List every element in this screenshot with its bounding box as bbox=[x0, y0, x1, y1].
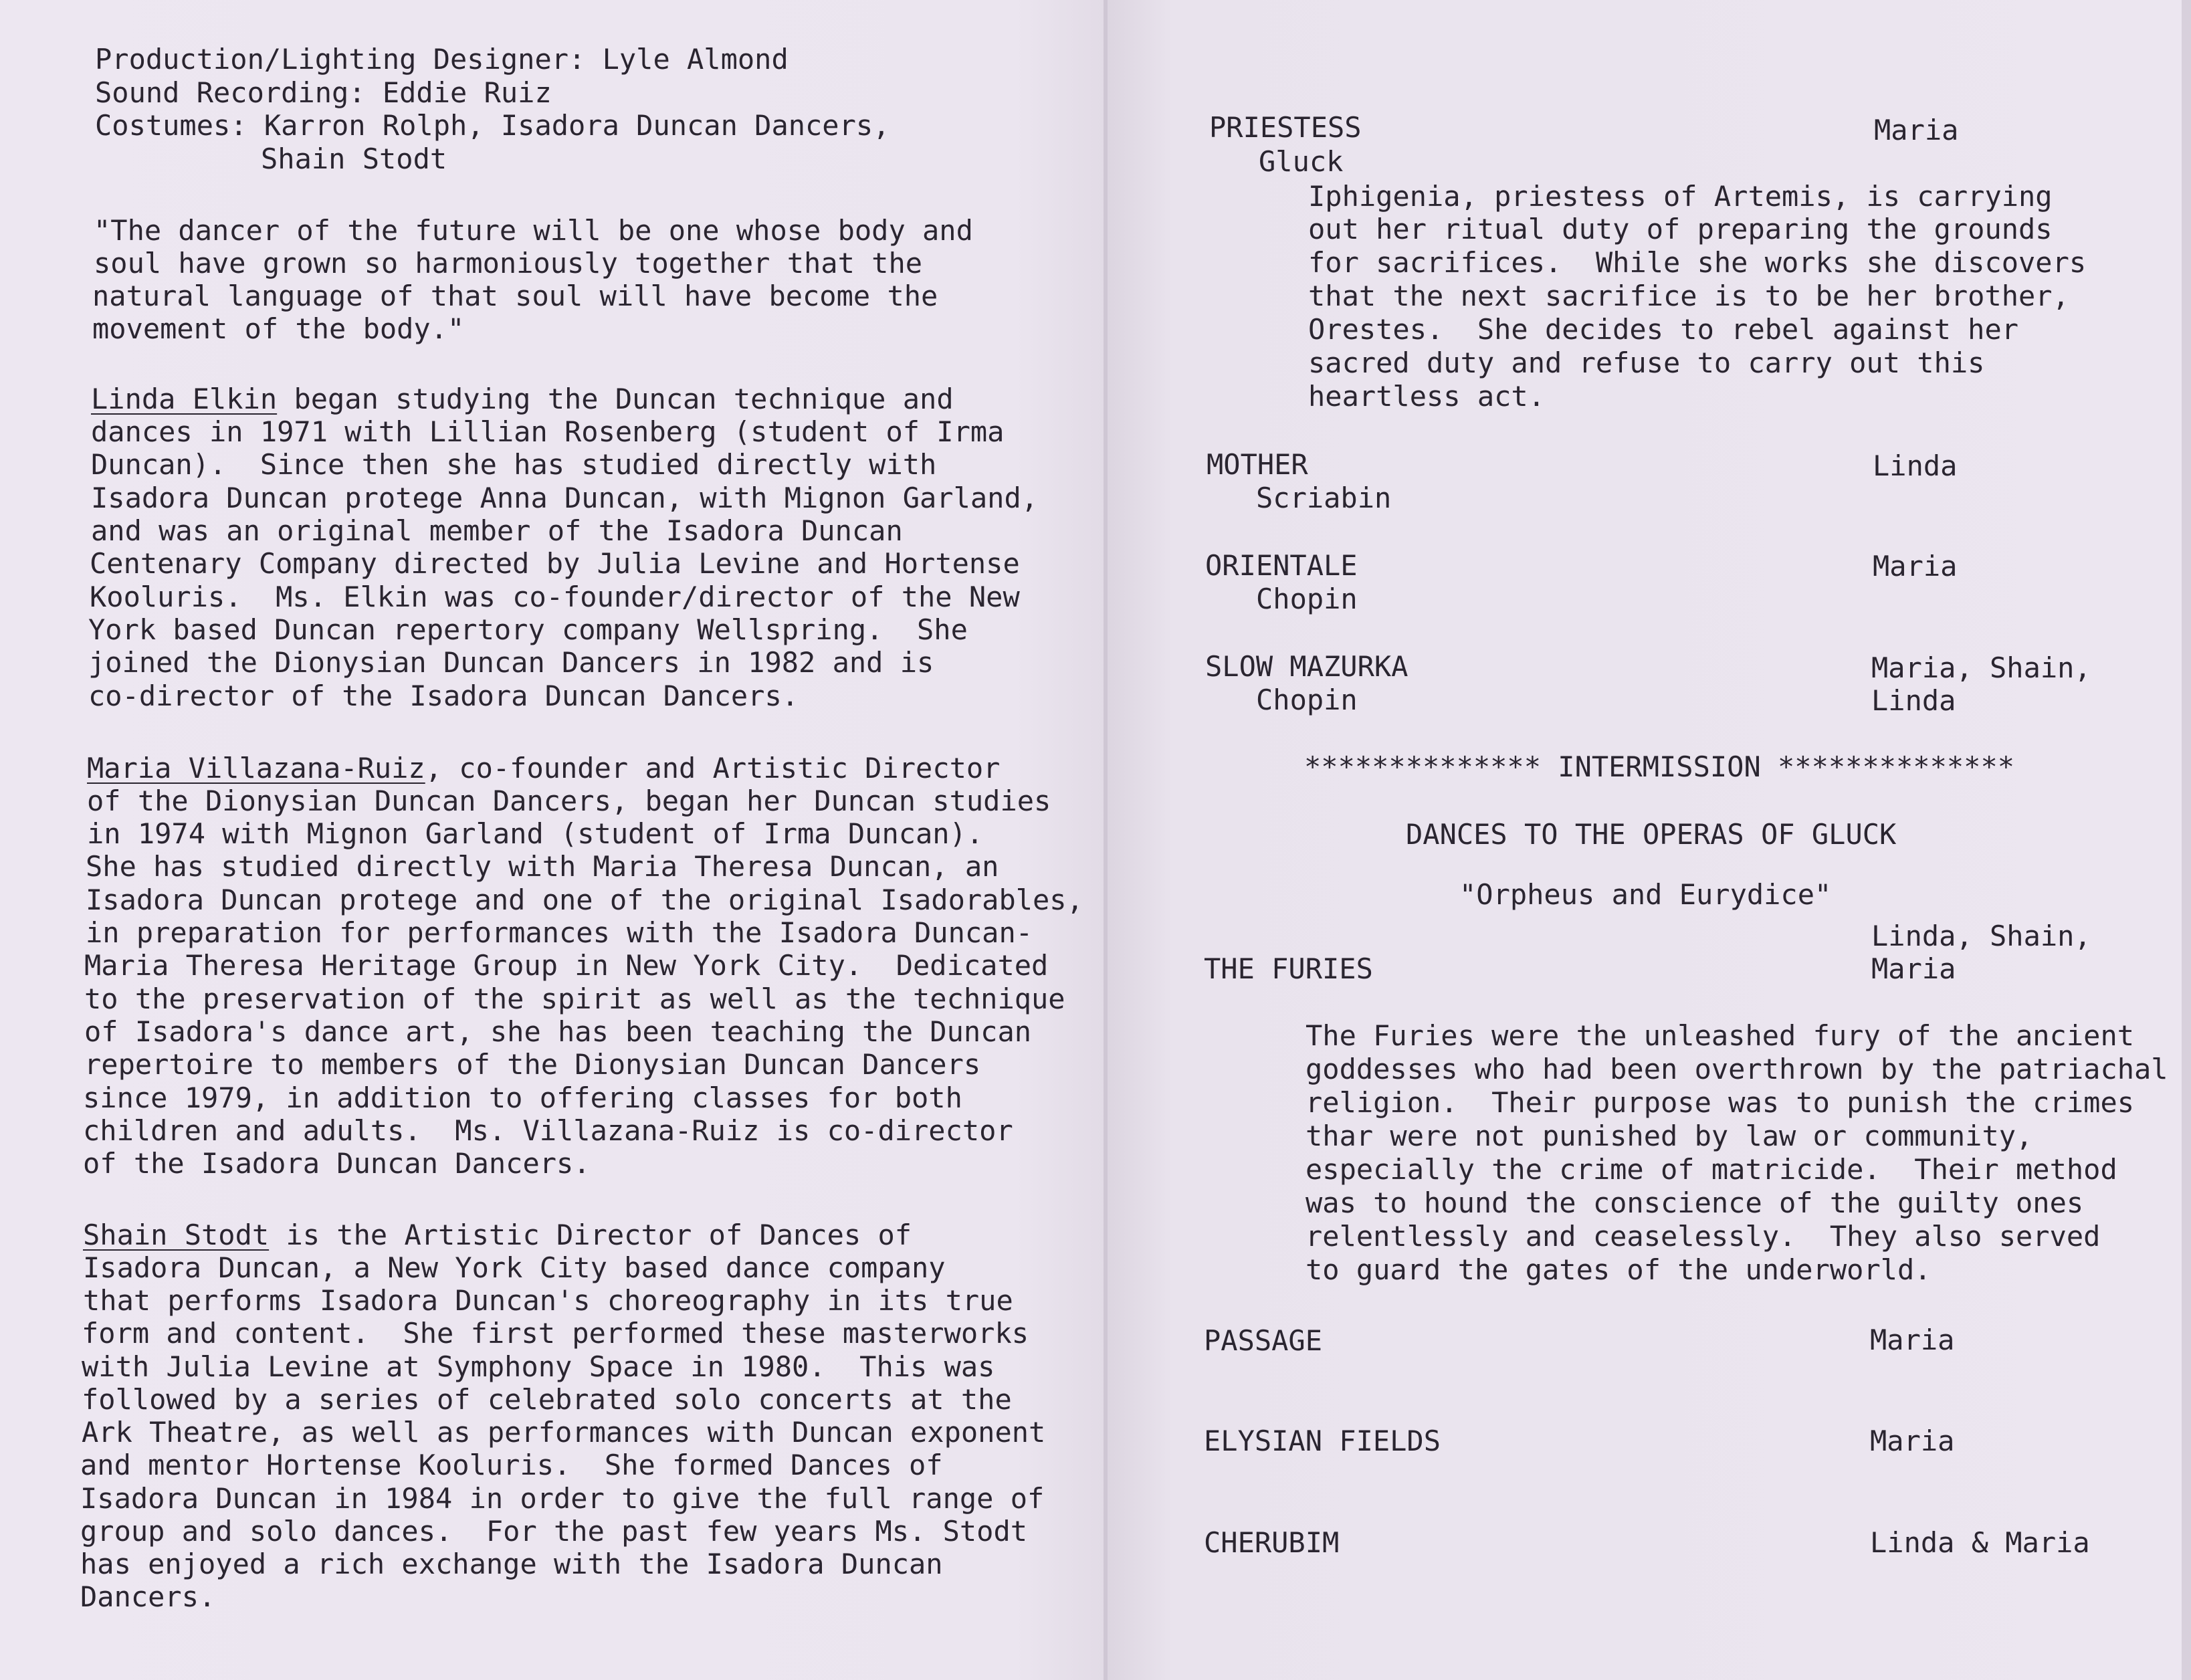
dance-description-line: sacred duty and refuse to carry out this bbox=[1308, 346, 1985, 379]
dance-description-line: goddesses who had been overthrown by the patriachal bbox=[1306, 1053, 2168, 1085]
dance-performer: Linda bbox=[1871, 684, 1956, 717]
bio-line: Isadora Duncan protege and one of the original Isadorables, bbox=[86, 883, 1083, 916]
bio-first-line bbox=[91, 383, 954, 416]
bio-text: began studying the Duncan technique and bbox=[277, 383, 954, 415]
credits-line-sound: Sound Recording: Eddie Ruiz bbox=[95, 76, 552, 109]
right-page bbox=[1108, 0, 2191, 1680]
bio-line: dances in 1971 with Lillian Rosenberg (student of Irma bbox=[91, 415, 1005, 448]
dance-title: CHERUBIM bbox=[1204, 1526, 1340, 1559]
dance-composer: Chopin bbox=[1256, 684, 1358, 716]
bio-line: York based Duncan repertory company Wellspring. She bbox=[88, 613, 968, 646]
bio-first-line bbox=[83, 1219, 912, 1252]
dance-composer: Chopin bbox=[1256, 583, 1358, 615]
bio-line: of the Isadora Duncan Dancers. bbox=[83, 1147, 591, 1180]
dance-title: ORIENTALE bbox=[1205, 549, 1358, 582]
dance-performer: Maria bbox=[1871, 952, 1956, 985]
bio-line: that performs Isadora Duncan's choreography in its true bbox=[83, 1284, 1013, 1317]
page-edge bbox=[2182, 0, 2191, 1680]
bio-line: of Isadora's dance art, she has been teaching the Duncan bbox=[84, 1015, 1032, 1048]
bio-line: Dancers. bbox=[80, 1580, 216, 1613]
bio-line: since 1979, in addition to offering classes for both bbox=[83, 1081, 962, 1114]
bio-line: with Julia Levine at Symphony Space in 1980. This was bbox=[82, 1350, 995, 1383]
dance-performer: Maria bbox=[1870, 1425, 1955, 1457]
dance-title: PASSAGE bbox=[1204, 1324, 1323, 1357]
dance-description-line: thar were not punished by law or community, bbox=[1306, 1120, 2033, 1152]
dance-title: THE FURIES bbox=[1204, 952, 1373, 985]
dance-description-line: Iphigenia, priestess of Artemis, is carrying bbox=[1308, 180, 2053, 213]
dance-performer: Linda, Shain, bbox=[1871, 920, 2091, 952]
bio-line: Kooluris. Ms. Elkin was co-founder/director of the New bbox=[90, 581, 1020, 613]
bio-line: joined the Dionysian Duncan Dancers in 1982 and is bbox=[88, 646, 934, 679]
section-title: DANCES TO THE OPERAS OF GLUCK bbox=[1406, 818, 1897, 851]
dance-description-line: to guard the gates of the underworld. bbox=[1306, 1253, 1932, 1286]
credits-line-costumes: Costumes: Karron Rolph, Isadora Duncan Dancers, bbox=[95, 109, 890, 142]
dance-performer: Linda & Maria bbox=[1870, 1526, 2090, 1559]
bio-line: and mentor Hortense Kooluris. She formed Dances of bbox=[80, 1449, 943, 1481]
bio-line: children and adults. Ms. Villazana-Ruiz is co-director bbox=[83, 1114, 1013, 1147]
bio-line: Ark Theatre, as well as performances with Duncan exponent bbox=[82, 1416, 1046, 1449]
intermission-banner: ************** INTERMISSION ************** bbox=[1304, 750, 2015, 783]
bio-name: Linda Elkin bbox=[91, 383, 278, 415]
bio-line: Isadora Duncan in 1984 in order to give the full range of bbox=[80, 1482, 1045, 1515]
bio-line: form and content. She first performed these masterworks bbox=[82, 1317, 1029, 1350]
credits-line-production: Production/Lighting Designer: Lyle Almond bbox=[95, 43, 789, 76]
opera-title: "Orpheus and Eurydice" bbox=[1459, 878, 1832, 911]
bio-line: Duncan). Since then she has studied directly with bbox=[91, 448, 937, 481]
bio-line: group and solo dances. For the past few years Ms. Stodt bbox=[80, 1515, 1028, 1548]
bio-line: Centenary Company directed by Julia Levine and Hortense bbox=[90, 547, 1020, 580]
dance-performer: Maria bbox=[1874, 114, 1959, 146]
bio-text: is the Artistic Director of Dances of bbox=[269, 1219, 912, 1251]
bio-line: Maria Theresa Heritage Group in New York City. Dedicated bbox=[84, 949, 1049, 982]
bio-line: of the Dionysian Duncan Dancers, began her Duncan studies bbox=[87, 784, 1051, 817]
dance-description-line: for sacrifices. While she works she discovers bbox=[1308, 246, 2087, 279]
dance-performer: Maria bbox=[1873, 550, 1958, 583]
bio-line: followed by a series of celebrated solo concerts at the bbox=[82, 1383, 1012, 1416]
bio-first-line bbox=[87, 752, 1000, 785]
dance-description-line: that the next sacrifice is to be her brother, bbox=[1308, 280, 2069, 312]
dance-description-line: The Furies were the unleashed fury of the ancient bbox=[1306, 1019, 2135, 1052]
quote-line: "The dancer of the future will be one whose body and bbox=[94, 214, 973, 247]
bio-line: Isadora Duncan protege Anna Duncan, with Mignon Garland, bbox=[91, 482, 1039, 514]
dance-description-line: was to hound the conscience of the guilty ones bbox=[1306, 1186, 2084, 1219]
dance-title: PRIESTESS bbox=[1209, 111, 1362, 144]
bio-line: to the preservation of the spirit as well as the technique bbox=[84, 982, 1065, 1015]
bio-text: , co-founder and Artistic Director bbox=[425, 752, 1001, 784]
bio-line: and was an original member of the Isadora Duncan bbox=[91, 514, 903, 547]
dance-title: MOTHER bbox=[1207, 448, 1308, 481]
credits-line-costumes-cont: Shain Stodt bbox=[261, 142, 447, 175]
dance-performer: Maria, Shain, bbox=[1871, 651, 2091, 684]
dance-description-line: religion. Their purpose was to punish the crimes bbox=[1306, 1086, 2135, 1119]
dance-performer: Maria bbox=[1870, 1324, 1955, 1356]
dance-description-line: Orestes. She decides to rebel against her bbox=[1308, 313, 2019, 346]
dance-performer: Linda bbox=[1873, 449, 1958, 482]
quote-line: soul have grown so harmoniously together that the bbox=[94, 247, 923, 280]
bio-line: She has studied directly with Maria Theresa Duncan, an bbox=[86, 850, 999, 883]
dance-description-line: relentlessly and ceaselessly. They also served bbox=[1306, 1220, 2101, 1253]
bio-line: in 1974 with Mignon Garland (student of Irma Duncan). bbox=[87, 817, 984, 850]
quote-line: natural language of that soul will have become the bbox=[92, 280, 938, 312]
dance-description-line: especially the crime of matricide. Their method bbox=[1306, 1153, 2117, 1186]
dance-description-line: heartless act. bbox=[1308, 380, 1546, 413]
bio-name: Shain Stodt bbox=[83, 1219, 270, 1251]
dance-composer: Scriabin bbox=[1256, 482, 1392, 514]
bio-line: in preparation for performances with the Isadora Duncan- bbox=[86, 916, 1033, 949]
bio-line: Isadora Duncan, a New York City based dance company bbox=[83, 1251, 946, 1284]
bio-line: has enjoyed a rich exchange with the Isadora Duncan bbox=[80, 1548, 943, 1580]
bio-name: Maria Villazana-Ruiz bbox=[87, 752, 425, 784]
quote-line: movement of the body." bbox=[92, 312, 465, 345]
bio-line: repertoire to members of the Dionysian Duncan Dancers bbox=[84, 1048, 981, 1081]
dance-composer: Gluck bbox=[1259, 145, 1344, 178]
bio-line: co-director of the Isadora Duncan Dancers. bbox=[88, 679, 799, 712]
dance-description-line: out her ritual duty of preparing the grounds bbox=[1308, 213, 2053, 245]
dance-title: ELYSIAN FIELDS bbox=[1204, 1425, 1441, 1457]
dance-title: SLOW MAZURKA bbox=[1205, 650, 1408, 683]
